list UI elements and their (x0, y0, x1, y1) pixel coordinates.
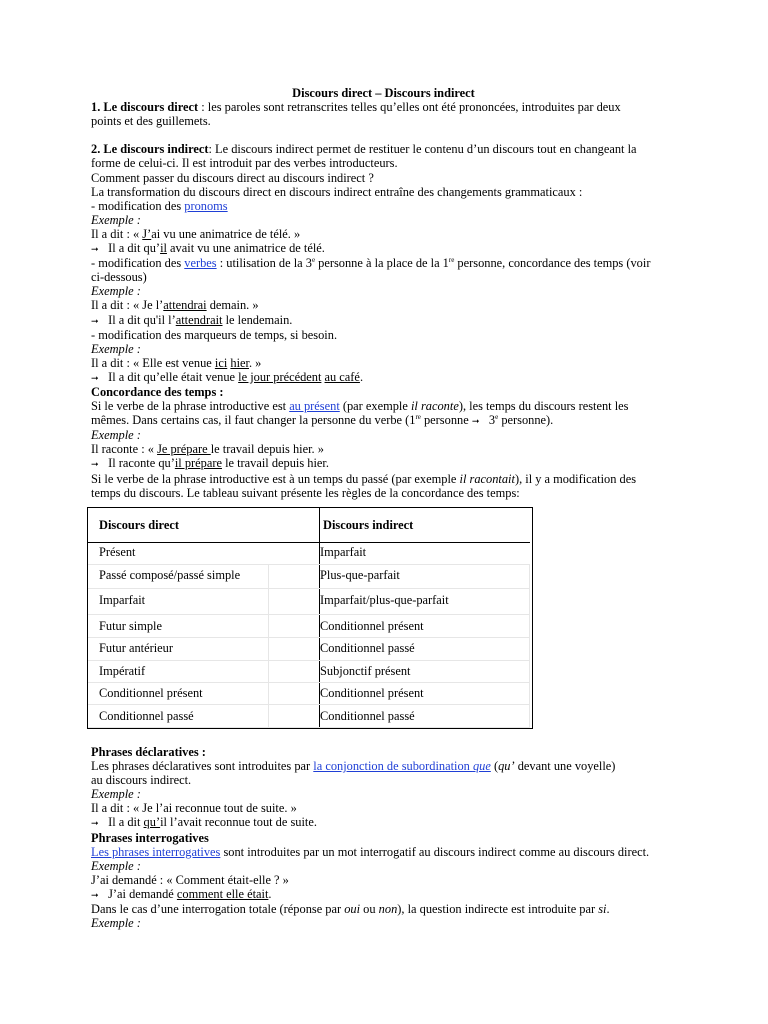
interrogatives-text: ), la question indirecte est introduite par (397, 902, 599, 917)
concordance-text: (par exemple (339, 399, 411, 414)
example-underlined: attendrait (175, 312, 223, 327)
table-header-indirect: Discours indirect (323, 518, 414, 532)
arrow-icon: ➞ (471, 416, 480, 427)
concordance-table (87, 507, 533, 729)
table-gridline (529, 564, 530, 728)
arrow-icon: ➞ (91, 889, 99, 900)
superscript: re (448, 256, 455, 265)
interrogatives-text: Dans le cas d’une interrogation totale (réponse par (91, 902, 345, 917)
time-markers-example-1 (91, 356, 683, 370)
section-indirect-heading: 2. Le discours indirect (91, 142, 209, 157)
table-gridline (88, 704, 530, 705)
table-gridline (88, 637, 530, 638)
declaratives-line1 (91, 759, 683, 773)
arrow-icon: ➞ (91, 372, 99, 383)
document-body-continued (91, 745, 683, 930)
declaratives-example-label: Exemple : (91, 787, 141, 802)
declaratives-example-1: Il a dit : « Je l’ai reconnue tout de suite. » (91, 801, 297, 816)
example-underlined: au café (324, 369, 360, 384)
verbs-example-2 (91, 313, 683, 328)
arrow-icon: ➞ (91, 244, 99, 255)
pronouns-example-2 (91, 241, 683, 256)
concordance-text: mêmes. Dans certains cas, il faut changer la personne du verbe (1 (91, 413, 416, 428)
pronouns-prefix: - modification des (91, 198, 185, 213)
concordance-text: Si le verbe de la phrase introductive est (91, 399, 290, 414)
table-header-direct: Discours direct (99, 518, 179, 532)
example-text: demain. » (206, 298, 259, 313)
example-underlined: Je prépare (157, 442, 211, 457)
arrow-icon: ➞ (91, 315, 99, 326)
table-cell: Conditionnel présent (99, 686, 203, 700)
pronouns-link[interactable]: pronoms (184, 198, 228, 213)
interrogatives-link[interactable]: Les phrases interrogatives (91, 844, 221, 859)
page-title: Discours direct – Discours indirect (292, 86, 475, 100)
example-underlined: il (160, 241, 167, 256)
example-text: ai vu une animatrice de télé. » (151, 226, 301, 241)
example-text: Il a dit (105, 815, 144, 830)
table-cell: Conditionnel passé (320, 709, 415, 723)
section-direct-line1 (91, 100, 683, 114)
section-indirect-line4: La transformation du discours direct en discours indirect entraîne des changements grammaticaux : (91, 184, 583, 199)
concordance-example-label: Exemple : (91, 428, 141, 443)
concordance-text: ), il y a modification des (514, 471, 637, 486)
superscript: re (415, 413, 421, 422)
example-underlined: hier (230, 355, 249, 370)
example-text: Il a dit qu’ (105, 241, 161, 256)
table-cell: Imparfait (99, 593, 146, 607)
concordance-text: ), les temps du discours restent les (458, 399, 629, 414)
interrogatives-heading: Phrases interrogatives (91, 830, 209, 845)
example-underlined: comment elle était (176, 886, 269, 901)
example-underlined: ici (214, 355, 228, 370)
verbs-text: personne, concordance des temps (voir (454, 256, 651, 271)
verbs-line (91, 256, 683, 270)
table-cell: Passé composé/passé simple (99, 568, 241, 582)
interrogatives-text: . (606, 902, 610, 917)
interrogatives-line2 (91, 902, 683, 916)
table-cell: Conditionnel passé (320, 641, 415, 655)
verbs-example-label: Exemple : (91, 284, 141, 299)
concordance-text: Si le verbe de la phrase introductive est à un temps du passé (par exemple (91, 471, 460, 486)
verbs-prefix: - modification des (91, 256, 185, 271)
concordance-text: 3 (485, 413, 496, 428)
section-indirect-text: : Le discours indirect permet de restituer le contenu d’un discours tout en changeant la (208, 142, 637, 157)
table-gridline (88, 564, 530, 565)
concordance-example-2 (91, 456, 683, 471)
example-text: . (268, 886, 272, 901)
table-cell: Subjonctif présent (320, 664, 411, 678)
spacer (91, 128, 683, 142)
example-text: . » (248, 355, 262, 370)
section-direct-heading: 1. Le discours direct (91, 100, 199, 115)
concordance-text: personne). (498, 413, 554, 428)
table-gridline (88, 727, 530, 728)
section-direct-text: : les paroles sont retranscrites telles qu’elles ont été prononcées, introduites par deux (198, 100, 621, 115)
section-indirect-line1 (91, 142, 683, 156)
time-markers-example-label: Exemple : (91, 341, 141, 356)
verbs-text: personne à la place de la 1 (315, 256, 449, 271)
interrogatives-italic: non (378, 902, 398, 917)
declaratives-text: ( (490, 759, 499, 774)
table-gridline (88, 588, 530, 589)
conjunction-link-text: la conjonction de subordination (313, 759, 473, 774)
time-markers-example-2 (91, 370, 683, 385)
time-markers-line: - modification des marqueurs de temps, si besoin. (91, 327, 338, 342)
interrogatives-example2-label: Exemple : (91, 916, 141, 931)
example-text: avait vu une animatrice de télé. (166, 241, 325, 256)
declaratives-text: Les phrases déclaratives sont introduites par (91, 759, 314, 774)
interrogatives-example-label: Exemple : (91, 858, 141, 873)
declaratives-italic: qu’ (498, 759, 515, 774)
table-cell: Imparfait (320, 545, 367, 559)
section-direct-line2: points et des guillemets. (91, 114, 211, 129)
superscript: e (495, 413, 499, 422)
interrogatives-italic: oui (344, 902, 361, 917)
example-text: Il raconte qu’ (105, 456, 175, 471)
example-text: le travail depuis hier. » (210, 442, 324, 457)
example-text: Il a dit : « Elle est venue (91, 355, 215, 370)
pronouns-example-1 (91, 227, 683, 241)
table-cell: Conditionnel présent (320, 619, 424, 633)
example-text: Il a dit : « (91, 226, 143, 241)
interrogatives-example-2 (91, 887, 683, 902)
table-cell: Imparfait/plus-que-parfait (320, 593, 449, 607)
table-gridline (88, 614, 530, 615)
table-gridline (88, 660, 530, 661)
concordance-italic: il racontait (459, 471, 515, 486)
example-text: Il a dit qu’elle était venue (105, 369, 239, 384)
example-text: Il a dit : « Je l’ (91, 298, 164, 313)
example-underlined: il prépare (174, 456, 222, 471)
concordance-line3 (91, 472, 683, 486)
concordance-line4: temps du discours. Le tableau suivant présente les règles de la concordance des temps: (91, 485, 520, 500)
table-header-rule (88, 542, 530, 543)
concordance-heading: Concordance des temps : (91, 384, 224, 399)
concordance-example-1 (91, 442, 683, 456)
example-text: le travail depuis hier. (221, 456, 329, 471)
example-underlined: J’ (142, 226, 152, 241)
verbs-line2: ci-dessous) (91, 270, 147, 285)
table-cell: Futur antérieur (99, 641, 173, 655)
table-cell: Conditionnel passé (99, 709, 194, 723)
table-gridline (88, 682, 530, 683)
present-link[interactable]: au présent (289, 399, 340, 414)
example-underlined: le jour précédent (238, 369, 322, 384)
declaratives-heading: Phrases déclaratives : (91, 745, 206, 759)
concordance-line1 (91, 399, 683, 413)
example-text: le lendemain. (222, 312, 293, 327)
example-text: Il raconte : « (91, 442, 158, 457)
pronouns-line (91, 199, 683, 213)
example-text: il l’avait reconnue tout de suite. (160, 815, 317, 830)
interrogatives-example-1: J’ai demandé : « Comment était-elle ? » (91, 872, 289, 887)
superscript: e (311, 256, 316, 265)
interrogatives-line1 (91, 845, 683, 859)
example-underlined: attendrai (163, 298, 207, 313)
verbs-example-1 (91, 298, 683, 312)
pronouns-example-label: Exemple : (91, 212, 141, 227)
table-cell: Impératif (99, 664, 146, 678)
concordance-text: personne (420, 413, 472, 428)
example-text: . (359, 369, 364, 384)
declaratives-text: devant une voyelle) (514, 759, 616, 774)
example-text: Il a dit qu'il l’ (105, 312, 176, 327)
interrogatives-text: sont introduites par un mot interrogatif au discours indirect comme au discours direct. (220, 844, 650, 859)
conjunction-link[interactable] (313, 759, 491, 773)
example-underlined: qu’ (143, 815, 161, 830)
section-indirect-line2: forme de celui-ci. Il est introduit par des verbes introducteurs. (91, 156, 398, 171)
concordance-italic: il raconte (410, 399, 459, 414)
concordance-line2 (91, 413, 683, 428)
verbs-text: : utilisation de la 3 (216, 256, 312, 271)
interrogatives-text: ou (360, 902, 379, 917)
declaratives-example-2 (91, 815, 683, 830)
conjunction-link-italic: que (472, 759, 491, 774)
example-text: J’ai demandé (105, 886, 177, 901)
table-gridline (268, 564, 269, 728)
arrow-icon: ➞ (91, 459, 99, 470)
table-cell: Présent (99, 545, 136, 559)
section-indirect-line3: Comment passer du discours direct au discours indirect ? (91, 170, 374, 185)
table-cell: Conditionnel présent (320, 686, 424, 700)
declaratives-line2: au discours indirect. (91, 773, 192, 788)
interrogatives-italic: si (598, 902, 607, 917)
verbs-link[interactable]: verbes (184, 256, 217, 271)
table-cell: Plus-que-parfait (320, 568, 400, 582)
arrow-icon: ➞ (91, 818, 99, 829)
table-cell: Futur simple (99, 619, 162, 633)
document-body (91, 86, 683, 500)
